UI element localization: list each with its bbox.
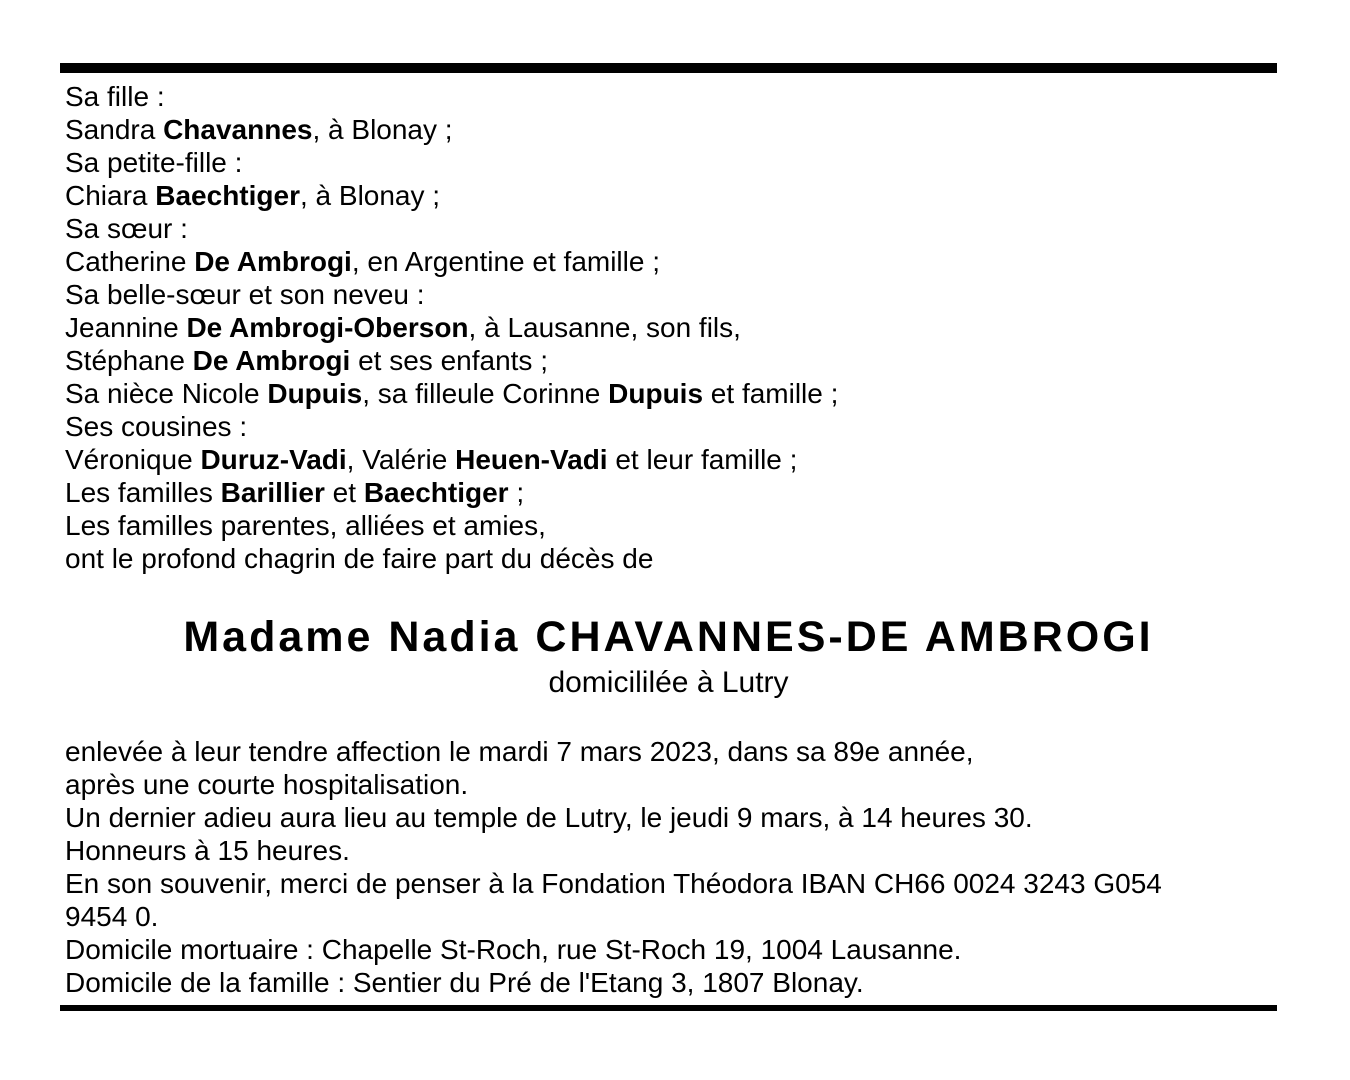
text-line bbox=[65, 377, 1285, 410]
family-acknowledgment-lines bbox=[65, 80, 1285, 575]
plain-text: , à Blonay ; bbox=[312, 114, 453, 145]
plain-text: Stéphane bbox=[65, 345, 193, 376]
text-line bbox=[65, 900, 1295, 933]
name-bold-text: De Ambrogi-Oberson bbox=[186, 312, 469, 343]
plain-text: et bbox=[324, 477, 364, 508]
name-bold-text: De Ambrogi bbox=[194, 246, 352, 277]
text-line bbox=[65, 542, 1285, 575]
name-bold-text: Barillier bbox=[220, 477, 325, 508]
plain-text: , Valérie bbox=[346, 444, 456, 475]
plain-text: Sa petite-fille : bbox=[65, 147, 243, 178]
text-line bbox=[65, 966, 1295, 999]
text-line bbox=[65, 443, 1285, 476]
text-line bbox=[65, 933, 1295, 966]
name-bold-text: Baechtiger bbox=[155, 180, 300, 211]
funeral-details-lines bbox=[65, 735, 1295, 999]
name-bold-text: Baechtiger bbox=[363, 477, 509, 508]
bottom-rule bbox=[60, 1005, 1277, 1011]
plain-text: et famille ; bbox=[703, 378, 839, 409]
text-line bbox=[65, 410, 1285, 443]
text-line bbox=[65, 834, 1295, 867]
plain-text: Sa fille : bbox=[65, 81, 165, 112]
name-bold-text: Chavannes bbox=[163, 114, 313, 145]
plain-text: En son souvenir, merci de penser à la Fondation Théodora IBAN CH66 0024 3243 G054 bbox=[65, 868, 1162, 899]
name-bold-text: De Ambrogi bbox=[192, 345, 351, 376]
text-line bbox=[65, 113, 1285, 146]
top-rule bbox=[60, 63, 1277, 73]
text-line bbox=[65, 768, 1295, 801]
plain-text: Ses cousines : bbox=[65, 411, 248, 442]
text-line bbox=[65, 80, 1285, 113]
text-line bbox=[65, 179, 1285, 212]
plain-text: , à Lausanne, son fils, bbox=[468, 312, 741, 343]
text-line bbox=[65, 801, 1295, 834]
plain-text: Les familles parentes, alliées et amies, bbox=[65, 510, 546, 541]
plain-text: Domicile de la famille : Sentier du Pré de l'Etang 3, 1807 Blonay. bbox=[65, 967, 864, 998]
text-line bbox=[65, 867, 1295, 900]
residence-line: domicililée à Lutry bbox=[548, 666, 789, 699]
plain-text: Sa nièce Nicole bbox=[65, 378, 268, 409]
deceased-name: Madame Nadia CHAVANNES-DE AMBROGI bbox=[183, 613, 1154, 661]
plain-text: Catherine bbox=[65, 246, 195, 277]
plain-text: Sa belle-sœur et son neveu : bbox=[65, 279, 425, 310]
plain-text: et leur famille ; bbox=[607, 444, 798, 475]
plain-text: Jeannine bbox=[65, 312, 187, 343]
plain-text: Chiara bbox=[65, 180, 156, 211]
plain-text: Véronique bbox=[65, 444, 201, 475]
name-bold-text: Dupuis bbox=[608, 378, 704, 409]
text-line bbox=[65, 344, 1285, 377]
name-bold-text: Duruz-Vadi bbox=[200, 444, 347, 475]
name-bold-text: Heuen-Vadi bbox=[455, 444, 608, 475]
text-line bbox=[65, 735, 1295, 768]
plain-text: ont le profond chagrin de faire part du décès de bbox=[65, 543, 654, 574]
text-line bbox=[65, 509, 1285, 542]
plain-text: Un dernier adieu aura lieu au temple de Lutry, le jeudi 9 mars, à 14 heures 30. bbox=[65, 802, 1033, 833]
text-line bbox=[65, 311, 1285, 344]
plain-text: Domicile mortuaire : Chapelle St-Roch, rue St-Roch 19, 1004 Lausanne. bbox=[65, 934, 962, 965]
text-line bbox=[65, 476, 1285, 509]
plain-text: Les familles bbox=[65, 477, 221, 508]
plain-text: Sandra bbox=[65, 114, 164, 145]
plain-text: , en Argentine et famille ; bbox=[351, 246, 661, 277]
plain-text: Honneurs à 15 heures. bbox=[65, 835, 350, 866]
plain-text: , à Blonay ; bbox=[299, 180, 441, 211]
plain-text: après une courte hospitalisation. bbox=[65, 769, 469, 800]
text-line bbox=[65, 212, 1285, 245]
name-bold-text: Dupuis bbox=[267, 378, 363, 409]
plain-text: , sa filleule Corinne bbox=[362, 378, 609, 409]
text-line bbox=[65, 278, 1285, 311]
plain-text: ; bbox=[508, 477, 525, 508]
plain-text: 9454 0. bbox=[65, 901, 159, 932]
plain-text: enlevée à leur tendre affection le mardi 7 mars 2023, dans sa 89e année, bbox=[65, 736, 974, 767]
text-line bbox=[65, 245, 1285, 278]
text-line bbox=[65, 146, 1285, 179]
plain-text: Sa sœur : bbox=[65, 213, 188, 244]
plain-text: et ses enfants ; bbox=[350, 345, 548, 376]
